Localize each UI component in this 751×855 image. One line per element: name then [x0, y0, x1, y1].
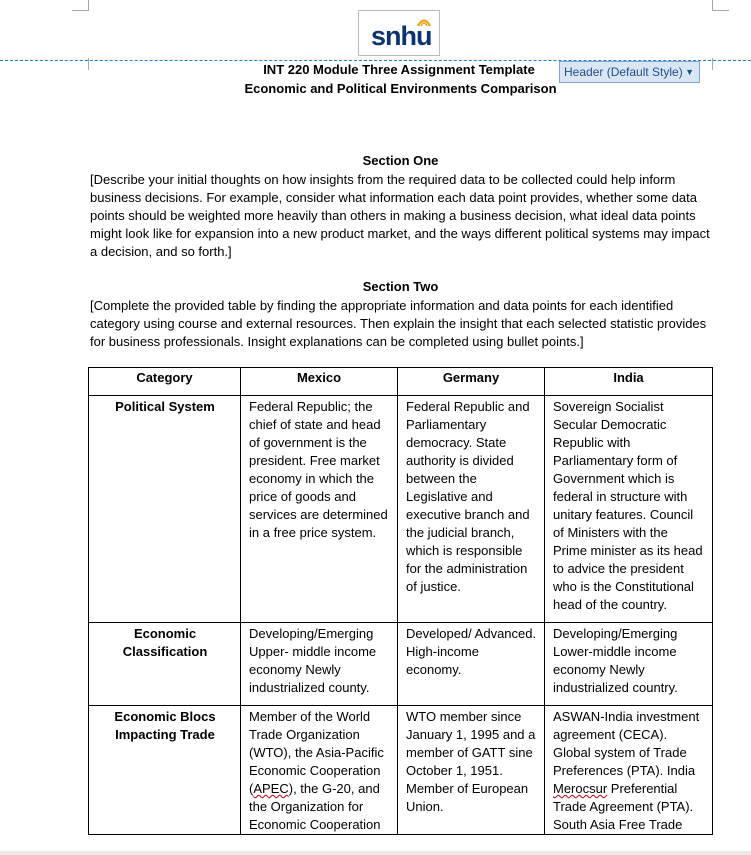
margin-corner-top-left	[72, 0, 89, 11]
section-one-body[interactable]: [Describe your initial thoughts on how insights from the required data to be collected could help inform business decisions. For example, consider what information each data point provides, whether some data points should be weighted more heavily than others in making a business decision, what ideal data points might look like for expansion into a new product market, and the ways different political systems may impact a decision, and so forth.]	[90, 172, 710, 259]
header-category[interactable]: Category	[89, 368, 241, 396]
header-mexico[interactable]: Mexico	[241, 368, 398, 396]
india-text-b: Preferential Trade Agreement (PTA). South Asia Free Trade	[553, 781, 694, 832]
margin-corner-top-right	[712, 0, 729, 11]
table-row	[89, 706, 713, 835]
table-row	[89, 396, 713, 623]
india-text-a: ASWAN-India investment agreement (CECA). Global system of Trade Preferences (PTA). India	[553, 709, 700, 778]
table-row	[89, 623, 713, 706]
header-germany[interactable]: Germany	[398, 368, 545, 396]
snhu-logo	[358, 10, 440, 56]
germany-cell[interactable]: Developed/ Advanced. High-income economy.	[398, 623, 545, 706]
category-cell[interactable]: Economic Blocs Impacting Trade	[89, 706, 241, 835]
table-header-row	[89, 368, 713, 396]
spellcheck-word-apec[interactable]: APEC	[253, 781, 289, 796]
india-cell[interactable]	[545, 706, 713, 835]
mexico-cell[interactable]	[241, 706, 398, 835]
header-style-label: Header (Default Style)	[564, 65, 683, 79]
category-cell[interactable]: Economic Classification	[89, 623, 241, 706]
document-title: INT 220 Module Three Assignment Template	[263, 62, 535, 77]
germany-cell[interactable]: Federal Republic and Parliamentary democracy. State authority is divided between the Legislative and executive branch and the judicial branch, which is responsible for the administration of justice.	[398, 396, 545, 623]
category-cell[interactable]: Political System	[89, 396, 241, 623]
germany-cell[interactable]: WTO member since January 1, 1995 and a member of GATT sine October 1, 1951. Member of European Union.	[398, 706, 545, 835]
comparison-table	[88, 367, 713, 835]
mexico-cell[interactable]: Developing/Emerging Upper- middle income economy Newly industrialized county.	[241, 623, 398, 706]
logo-wordmark: snhu	[371, 21, 432, 51]
spellcheck-word-mercosur[interactable]: Merocsur	[553, 781, 608, 796]
mexico-cell[interactable]: Federal Republic; the chief of state and head of government is the president. Free market economy in which the price of goods and services are determined in a free price system.	[241, 396, 398, 623]
section-two-heading: Section Two	[362, 279, 439, 294]
section-one-heading: Section One	[362, 153, 439, 168]
india-cell[interactable]: Sovereign Socialist Secular Democratic Republic with Parliamentary form of Government which is federal in structure with unitary features. Council of Ministers with the Prime minister as its head to advice the president who is the Constitutional head of the country.	[545, 396, 713, 623]
mexico-text-b: ), the G-20, and the Organization for Economic Cooperation	[249, 781, 381, 832]
india-cell[interactable]: Developing/Emerging Lower-middle income economy Newly industrialized country.	[545, 623, 713, 706]
header-india[interactable]: India	[545, 368, 713, 396]
sunburst-icon	[417, 17, 431, 27]
section-two-body[interactable]: [Complete the provided table by finding the appropriate information and data points for each identified category using course and external resources. Then explain the insight that each selected statistic provides for business professionals. Insight explanations can be completed using bullet points.]	[90, 298, 707, 349]
mexico-text-a: Member of the World Trade Organization (WTO), the Asia-Pacific Economic Cooperation (	[249, 709, 384, 796]
document-subtitle: Economic and Political Environments Comparison	[244, 81, 557, 96]
chevron-down-icon[interactable]: ▼	[685, 67, 694, 77]
horizontal-scrollbar[interactable]	[0, 851, 751, 855]
